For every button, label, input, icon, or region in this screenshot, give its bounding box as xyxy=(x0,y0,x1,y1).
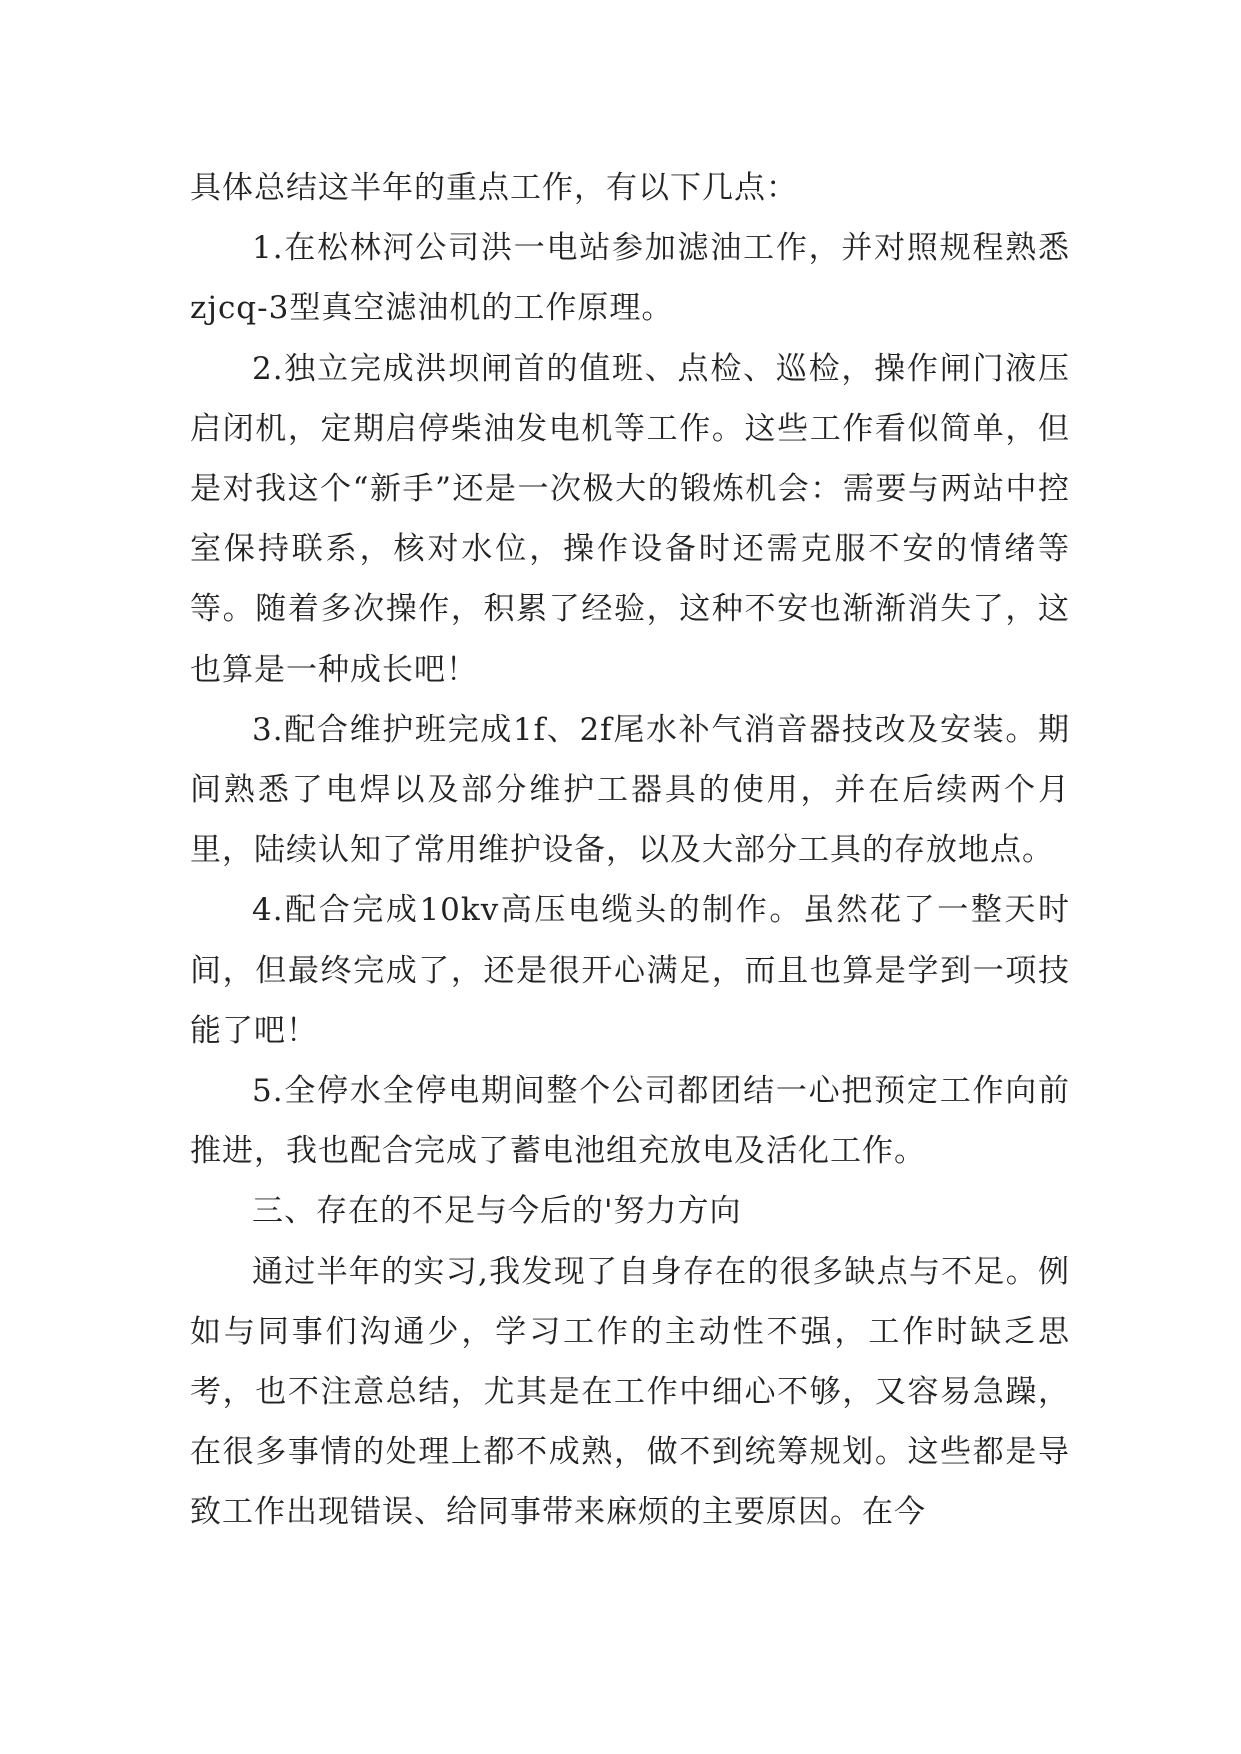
work-item-5: 5.全停水全停电期间整个公司都团结一心把预定工作向前推进，我也配合完成了蓄电池组充放电及活化工作。 xyxy=(190,1073,1070,1170)
intro-paragraph: 具体总结这半年的重点工作，有以下几点： xyxy=(190,170,798,206)
document-body xyxy=(190,158,1070,1543)
work-item-2: 2.独立完成洪坝闸首的值班、点检、巡检，操作闸门液压启闭机，定期启停柴油发电机等工作。这些工作看似简单，但是对我这个“新手”还是一次极大的锻炼机会：需要与两站中控室保持联系，核对水位，操作设备时还需克服不安的情绪等等。随着多次操作，积累了经验，这种不安也渐渐消失了，这也算是一种成长吧！ xyxy=(190,350,1070,688)
work-item-4: 4.配合完成10kv高压电缆头的制作。虽然花了一整天时间，但最终完成了，还是很开心满足，而且也算是学到一项技能了吧！ xyxy=(190,892,1070,1049)
work-item-3: 3.配合维护班完成1f、2f尾水补气消音器技改及安装。期间熟悉了电焊以及部分维护工器具的使用，并在后续两个月里，陆续认知了常用维护设备，以及大部分工具的存放地点。 xyxy=(190,711,1070,869)
section-heading: 三、存在的不足与今后的'努力方向 xyxy=(252,1193,742,1230)
work-item-1: 1.在松林河公司洪一电站参加滤油工作，并对照规程熟悉zjcq-3型真空滤油机的工作原理。 xyxy=(190,230,1070,327)
section-body-paragraph: 通过半年的实习,我发现了自身存在的很多缺点与不足。例如与同事们沟通少，学习工作的主动性不强，工作时缺乏思考，也不注意总结，尤其是在工作中细心不够，又容易急躁，在很多事情的处理上都不成熟，做不到统筹规划。这些都是导致工作出现错误、给同事带来麻烦的主要原因。在今 xyxy=(190,1253,1070,1531)
